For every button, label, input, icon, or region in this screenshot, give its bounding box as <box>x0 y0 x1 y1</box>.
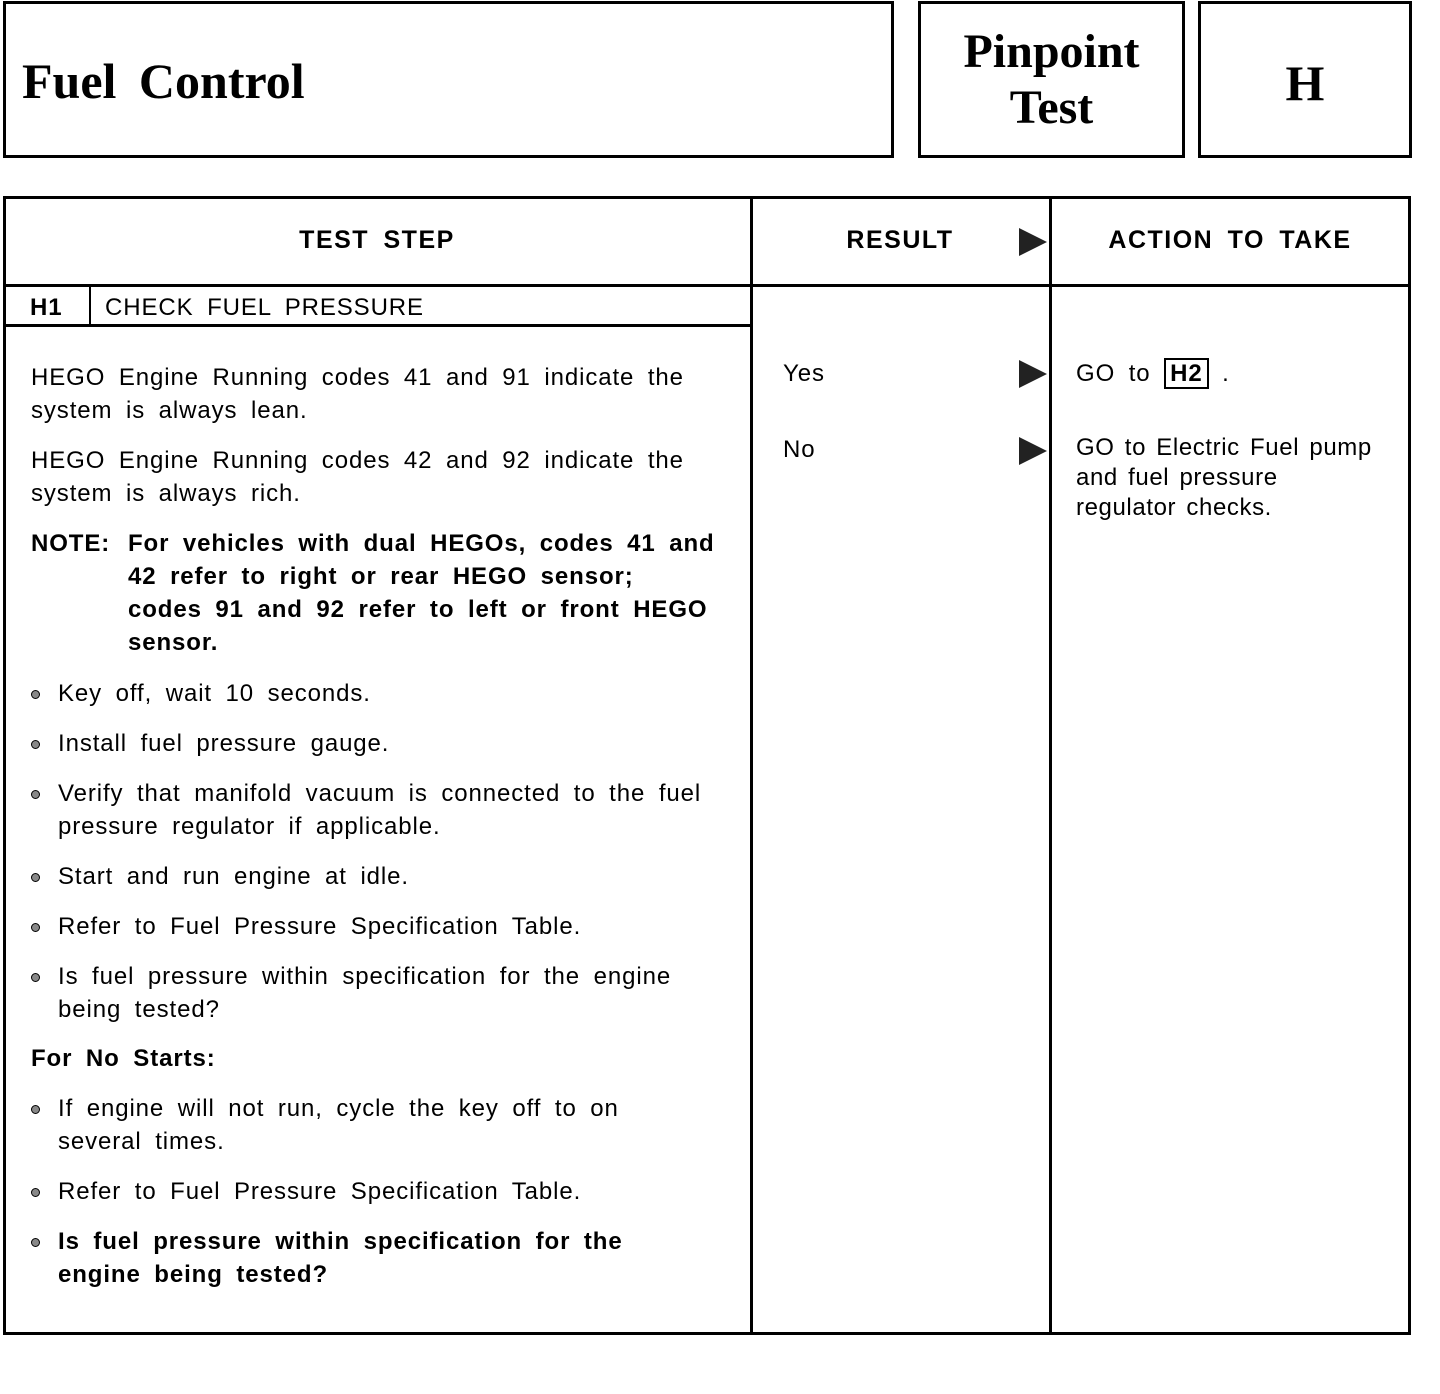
bullet-text: Start and run engine at idle. <box>58 863 409 890</box>
bullet-text: Verify that manifold vacuum is connected to the fuel pressure regulator if applicable. <box>58 780 702 840</box>
bullet-item <box>31 1175 721 1208</box>
bullet-icon <box>31 873 40 882</box>
action-yes <box>1076 357 1230 390</box>
bullet-item <box>31 910 721 943</box>
action-text: GO to <box>1076 360 1151 387</box>
step-id-divider <box>89 285 91 325</box>
arrow-right-icon <box>1019 437 1047 465</box>
section-type-line2: Test <box>1009 81 1094 134</box>
column-header-test-step: TEST STEP <box>299 226 455 254</box>
paragraph: HEGO Engine Running codes 42 and 92 indicate the system is always rich. <box>31 447 684 507</box>
bullet-icon <box>31 740 40 749</box>
no-starts-heading: For No Starts: <box>31 1045 216 1072</box>
bullet-text: Key off, wait 10 seconds. <box>58 680 371 707</box>
header-divider <box>3 284 1411 287</box>
result-no: No <box>783 436 816 463</box>
title-box <box>3 1 894 158</box>
bullet-text: Install fuel pressure gauge. <box>58 730 390 757</box>
section-type-line1: Pinpoint <box>963 25 1140 78</box>
bullet-text: Is fuel pressure within specification for the engine being tested? <box>58 963 672 1023</box>
bullet-icon <box>31 1238 40 1247</box>
bullet-item <box>31 677 721 710</box>
bullet-item <box>31 1092 691 1158</box>
bullet-text: If engine will not run, cycle the key off to on several times. <box>58 1095 619 1155</box>
column-header-action: ACTION TO TAKE <box>1108 226 1352 254</box>
bullet-item <box>31 860 721 893</box>
bullet-icon <box>31 790 40 799</box>
section-type-box <box>918 1 1185 158</box>
step-title: CHECK FUEL PRESSURE <box>105 294 424 321</box>
bullet-text: Is fuel pressure within specification for the engine being tested? <box>58 1228 623 1288</box>
bullet-item <box>31 777 721 843</box>
section-letter: H <box>1285 55 1325 111</box>
note-label: NOTE: <box>31 530 111 557</box>
note-text: For vehicles with dual HEGOs, codes 41 and 42 refer to right or rear HEGO sensor; codes 91 and 92 refer to left or front HEGO sensor. <box>128 530 715 656</box>
bullet-item <box>31 1225 711 1291</box>
step-title-divider <box>3 324 753 327</box>
bullet-item <box>31 960 721 1026</box>
bullet-text: Refer to Fuel Pressure Specification Table. <box>58 913 582 940</box>
bullet-icon <box>31 923 40 932</box>
page-title: Fuel Control <box>22 53 305 109</box>
column-header-result: RESULT <box>846 226 954 254</box>
section-letter-box <box>1198 1 1412 158</box>
arrow-right-icon <box>1019 360 1047 388</box>
paragraph: HEGO Engine Running codes 41 and 91 indicate the system is always lean. <box>31 364 684 424</box>
section-type <box>921 24 1182 136</box>
bullet-icon <box>31 1188 40 1197</box>
bullet-icon <box>31 1105 40 1114</box>
bullet-item <box>31 727 721 760</box>
arrow-right-icon <box>1019 228 1047 256</box>
result-yes: Yes <box>783 360 825 387</box>
bullet-text: Refer to Fuel Pressure Specification Table. <box>58 1178 582 1205</box>
step-id: H1 <box>30 294 63 321</box>
action-no: GO to Electric Fuel pump and fuel pressure regulator checks. <box>1076 434 1372 521</box>
column-divider <box>1049 196 1052 1334</box>
bullet-icon <box>31 973 40 982</box>
column-divider <box>750 196 753 1334</box>
bullet-icon <box>31 690 40 699</box>
step-reference-h2[interactable]: H2 <box>1164 358 1208 389</box>
action-text: . <box>1222 360 1230 387</box>
